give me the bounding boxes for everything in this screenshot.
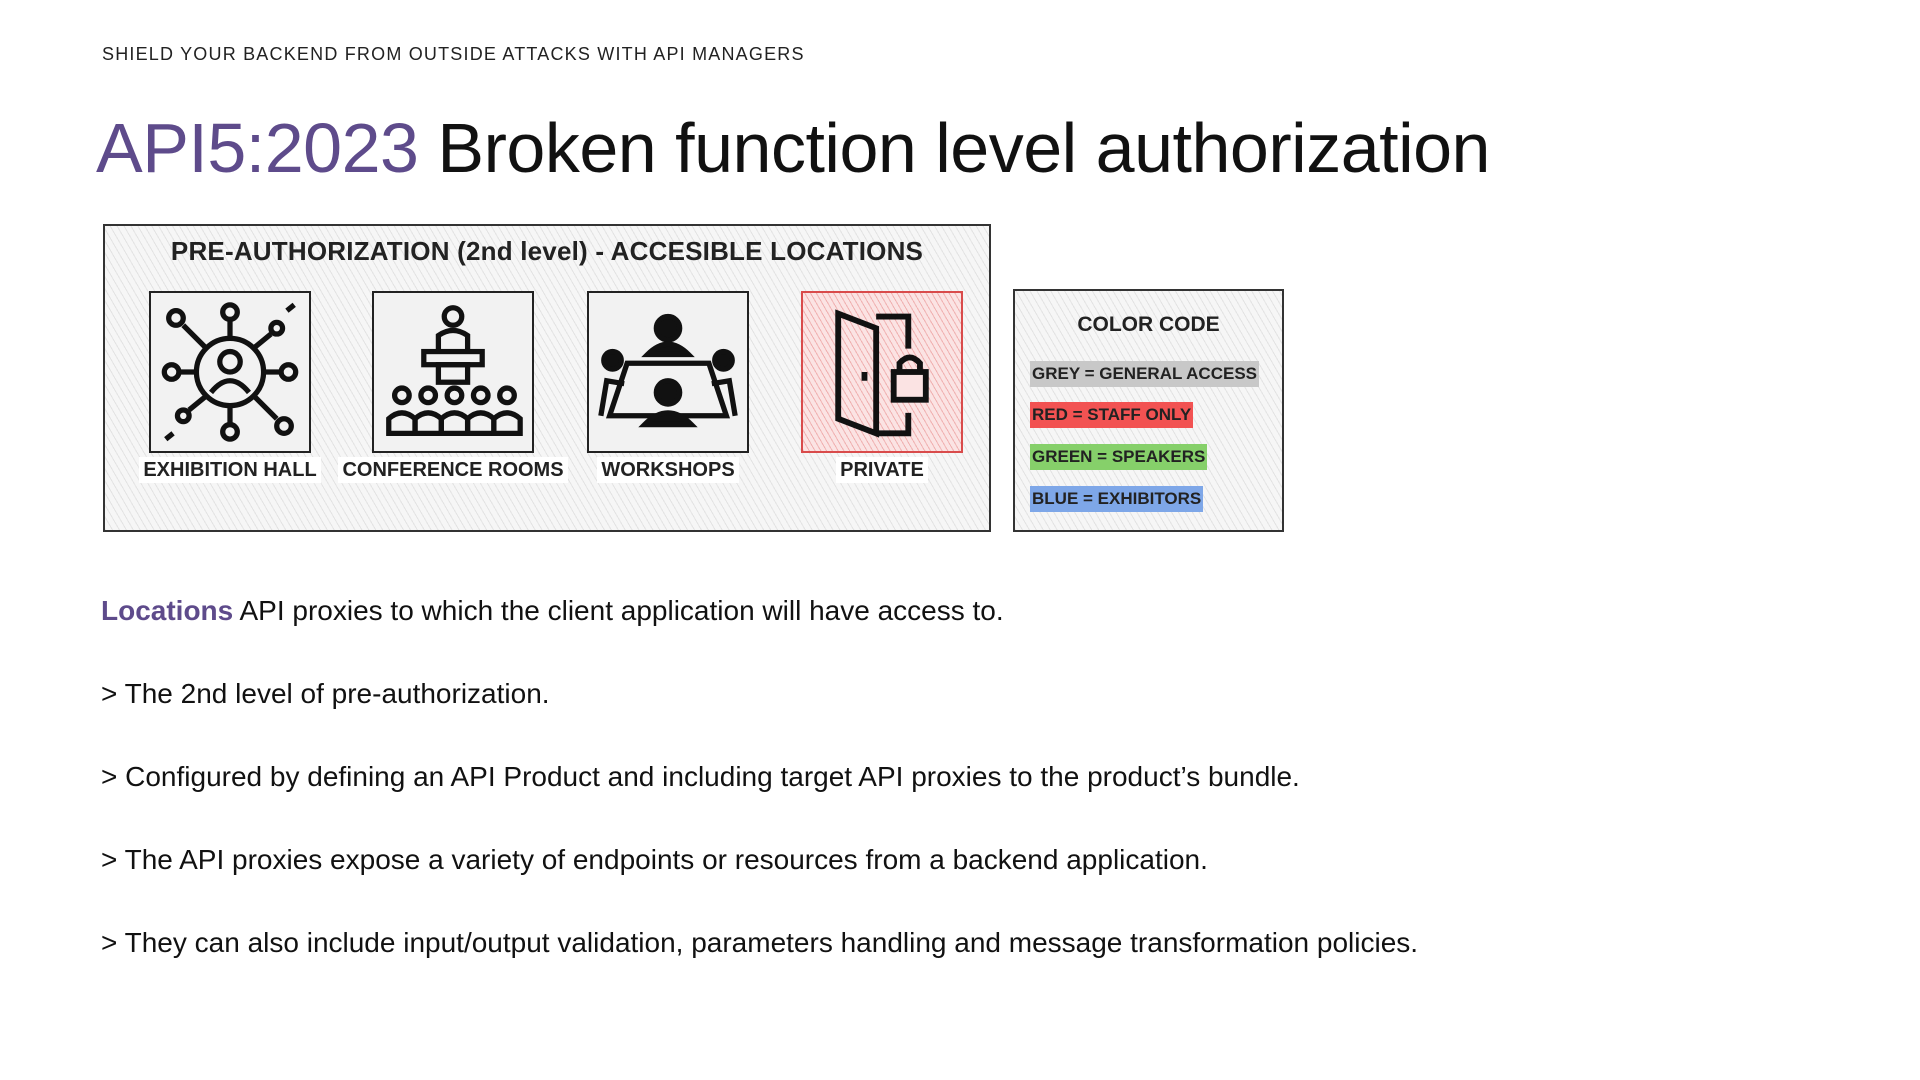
panel-title: PRE-AUTHORIZATION (2nd level) - ACCESIBLE LOCATIONS xyxy=(170,236,924,266)
location-label: PRIVATE xyxy=(761,459,1003,482)
location-icon-box xyxy=(587,291,749,453)
description-text xyxy=(101,595,1701,958)
location-label: EXHIBITION HALL xyxy=(109,459,351,482)
bullet-item: > The API proxies expose a variety of endpoints or resources from a backend application. xyxy=(101,844,1208,875)
location-icon-box xyxy=(372,291,534,453)
bullet-item: > They can also include input/output validation, parameters handling and message transformation policies. xyxy=(101,927,1419,958)
title-text: Broken function level authorization xyxy=(437,109,1490,187)
locked-door-icon xyxy=(809,299,955,445)
title-code: API5:2023 xyxy=(96,109,419,187)
legend-item-red: RED = STAFF ONLY xyxy=(1030,402,1193,428)
meeting-table-icon xyxy=(595,299,741,445)
location-icon-box xyxy=(801,291,963,453)
slide-title xyxy=(96,108,1490,188)
location-label: CONFERENCE ROOMS xyxy=(332,459,574,482)
legend-title: COLOR CODE xyxy=(1077,313,1220,336)
color-code-legend xyxy=(1013,289,1284,532)
legend-item-grey: GREY = GENERAL ACCESS xyxy=(1030,361,1259,387)
legend-item-green: GREEN = SPEAKERS xyxy=(1030,444,1207,470)
bullet-item: > Configured by defining an API Product and including target API proxies to the product’s bundle. xyxy=(101,761,1300,792)
legend-item-blue: BLUE = EXHIBITORS xyxy=(1030,486,1203,512)
bullet-list xyxy=(101,678,1701,958)
locations-lead: API proxies to which the client application will have access to. xyxy=(233,595,1004,626)
network-user-icon xyxy=(157,299,303,445)
location-label: WORKSHOPS xyxy=(547,459,789,482)
access-locations-panel xyxy=(103,224,991,532)
bullet-item: > The 2nd level of pre-authorization. xyxy=(101,678,550,709)
location-icon-box xyxy=(149,291,311,453)
audience-speaker-icon xyxy=(380,299,526,445)
locations-keyword: Locations xyxy=(101,595,234,626)
slide-kicker: SHIELD YOUR BACKEND FROM OUTSIDE ATTACKS WITH API MANAGERS xyxy=(102,44,805,64)
locations-definition xyxy=(101,595,1701,626)
